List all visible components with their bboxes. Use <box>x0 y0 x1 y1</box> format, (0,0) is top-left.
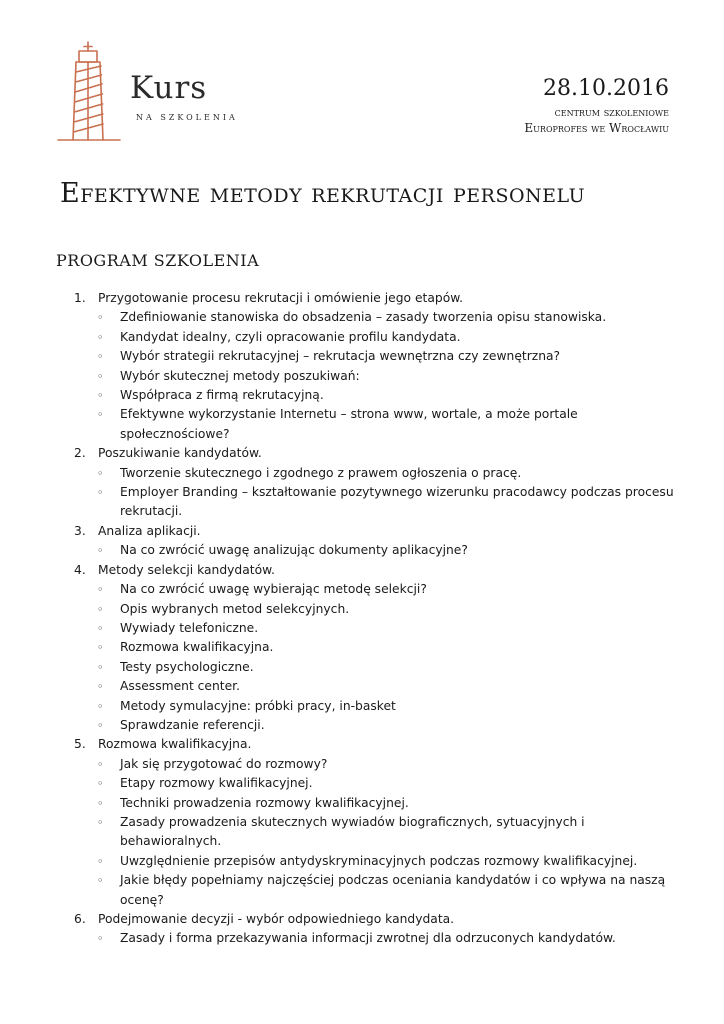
program-subitem-text: Na co zwrócić uwagę wybierając metodę selekcji? <box>120 582 427 597</box>
circle-bullet-icon: ◦ <box>97 699 104 713</box>
program-item-number: 6. <box>74 912 86 926</box>
program-subitem <box>74 716 674 735</box>
header-info <box>524 76 669 136</box>
program-item-text: Rozmowa kwalifikacyjna. <box>98 737 252 752</box>
circle-bullet-icon: ◦ <box>97 796 104 810</box>
program-subitem-text: Współpraca z firmą rekrutacyjną. <box>120 388 324 403</box>
circle-bullet-icon: ◦ <box>97 874 104 888</box>
program-subitem-text: Techniki prowadzenia rozmowy kwalifikacyjnej. <box>120 795 409 810</box>
circle-bullet-icon: ◦ <box>97 369 104 383</box>
program-subitem <box>74 658 674 677</box>
program-item <box>74 289 674 308</box>
program-subitem <box>74 852 674 871</box>
program-subitem <box>74 677 674 696</box>
section-title: PROGRAM SZKOLENIA <box>56 251 260 270</box>
program-subitem <box>74 813 674 852</box>
program-subitem-text: Kandydat idealny, czyli opracowanie profilu kandydata. <box>120 329 461 344</box>
circle-bullet-icon: ◦ <box>97 408 104 422</box>
program-subitem <box>74 483 674 522</box>
program-list <box>74 289 674 949</box>
circle-bullet-icon: ◦ <box>97 621 104 635</box>
program-subitem <box>74 347 674 366</box>
program-subitem-text: Assessment center. <box>120 679 241 694</box>
circle-bullet-icon: ◦ <box>97 311 104 325</box>
circle-bullet-icon: ◦ <box>97 777 104 791</box>
event-date: 28.10.2016 <box>543 76 669 101</box>
circle-bullet-icon: ◦ <box>97 350 104 364</box>
program-item-number: 4. <box>74 562 86 577</box>
circle-bullet-icon: ◦ <box>97 602 104 616</box>
circle-bullet-icon: ◦ <box>97 330 104 344</box>
circle-bullet-icon: ◦ <box>97 815 104 829</box>
program-subitem-text: Zasady i forma przekazywania informacji zwrotnej dla odrzuconych kandydatów. <box>120 931 616 946</box>
program-subitem <box>74 580 674 599</box>
training-place: Europrofes we Wrocławiu <box>524 121 669 135</box>
circle-bullet-icon: ◦ <box>97 854 104 868</box>
program-item-number: 2. <box>74 446 86 461</box>
circle-bullet-icon: ◦ <box>97 544 104 558</box>
program-subitem-text: Rozmowa kwalifikacyjna. <box>120 640 274 655</box>
circle-bullet-icon: ◦ <box>97 389 104 403</box>
program-subitem-text: Opis wybranych metod selekcyjnych. <box>120 601 350 616</box>
circle-bullet-icon: ◦ <box>97 718 104 732</box>
program-subitem-text: Jak się przygotować do rozmowy? <box>120 756 328 771</box>
program-item-text: Przygotowanie procesu rekrutacji i omówienie jego etapów. <box>98 291 464 305</box>
program-item-number: 3. <box>74 523 86 538</box>
program-item-text: Poszukiwanie kandydatów. <box>98 446 262 461</box>
training-center: centrum szkoleniowe <box>554 105 669 119</box>
program-subitem <box>74 871 674 910</box>
program-subitem <box>74 328 674 347</box>
program-subitem-text: Zdefiniowanie stanowiska do obsadzenia – zasady tworzenia opisu stanowiska. <box>120 310 607 325</box>
program-subitem <box>74 367 674 386</box>
program-subitem <box>74 755 674 774</box>
brand-name: Kurs <box>130 70 208 106</box>
program-subitem <box>74 405 674 444</box>
program-item-text: Metody selekcji kandydatów. <box>98 562 275 577</box>
program-subitem-text: Employer Branding – kształtowanie pozytywnego wizerunku pracodawcy podczas procesu rekrutacji. <box>120 485 674 519</box>
program-subitem <box>74 697 674 716</box>
program-subitem <box>74 929 674 948</box>
circle-bullet-icon: ◦ <box>97 641 104 655</box>
circle-bullet-icon: ◦ <box>97 660 104 674</box>
circle-bullet-icon: ◦ <box>97 583 104 597</box>
program-subitem-text: Wybór skutecznej metody poszukiwań: <box>120 368 360 383</box>
program-subitem-text: Wybór strategii rekrutacyjnej – rekrutacja wewnętrzna czy zewnętrzna? <box>120 349 561 364</box>
program-item-text: Analiza aplikacji. <box>98 523 201 538</box>
program-subitem <box>74 308 674 327</box>
program-item <box>74 522 674 541</box>
circle-bullet-icon: ◦ <box>97 486 104 500</box>
program-subitem-text: Zasady prowadzenia skutecznych wywiadów biograficznych, sytuacyjnych i behawioralnych. <box>120 814 585 849</box>
program-subitem <box>74 600 674 619</box>
program-item <box>74 735 674 754</box>
program-subitem <box>74 638 674 657</box>
lighthouse-icon <box>56 38 122 150</box>
page-title: Efektywne metody rekrutacji personelu <box>60 178 586 209</box>
program-subitem-text: Na co zwrócić uwagę analizując dokumenty aplikacyjne? <box>120 543 468 558</box>
circle-bullet-icon: ◦ <box>97 757 104 771</box>
program-subitem-text: Efektywne wykorzystanie Internetu – strona www, wortale, a może portale społecznościowe? <box>120 407 578 441</box>
program-subitem-text: Jakie błędy popełniamy najczęściej podczas oceniania kandydatów i co wpływa na naszą ocenę? <box>120 873 666 907</box>
program-item <box>74 910 674 929</box>
circle-bullet-icon: ◦ <box>97 680 104 694</box>
program-subitem <box>74 541 674 560</box>
brand-logo <box>56 38 246 150</box>
program-subitem-text: Tworzenie skutecznego i zgodnego z prawem ogłoszenia o pracę. <box>120 465 522 480</box>
program-subitem <box>74 386 674 405</box>
program-subitem <box>74 794 674 813</box>
program-item <box>74 444 674 463</box>
program-subitem-text: Wywiady telefoniczne. <box>120 620 259 635</box>
brand-subtitle: NA SZKOLENIA <box>136 113 238 122</box>
program-item-number: 5. <box>74 737 86 752</box>
program-subitem <box>74 619 674 638</box>
program-subitem <box>74 774 674 793</box>
program-item <box>74 561 674 580</box>
program-subitem-text: Etapy rozmowy kwalifikacyjnej. <box>120 776 313 791</box>
program-subitem-text: Testy psychologiczne. <box>120 659 254 674</box>
circle-bullet-icon: ◦ <box>97 932 104 946</box>
program-subitem <box>74 464 674 483</box>
program-subitem-text: Metody symulacyjne: próbki pracy, in-basket <box>120 698 396 713</box>
circle-bullet-icon: ◦ <box>97 466 104 480</box>
program-item-number: 1. <box>74 291 86 305</box>
program-subitem-text: Sprawdzanie referencji. <box>120 717 265 732</box>
program-item-text: Podejmowanie decyzji - wybór odpowiedniego kandydata. <box>98 912 455 926</box>
program-subitem-text: Uwzględnienie przepisów antydyskryminacyjnych podczas rozmowy kwalifikacyjnej. <box>120 853 638 868</box>
